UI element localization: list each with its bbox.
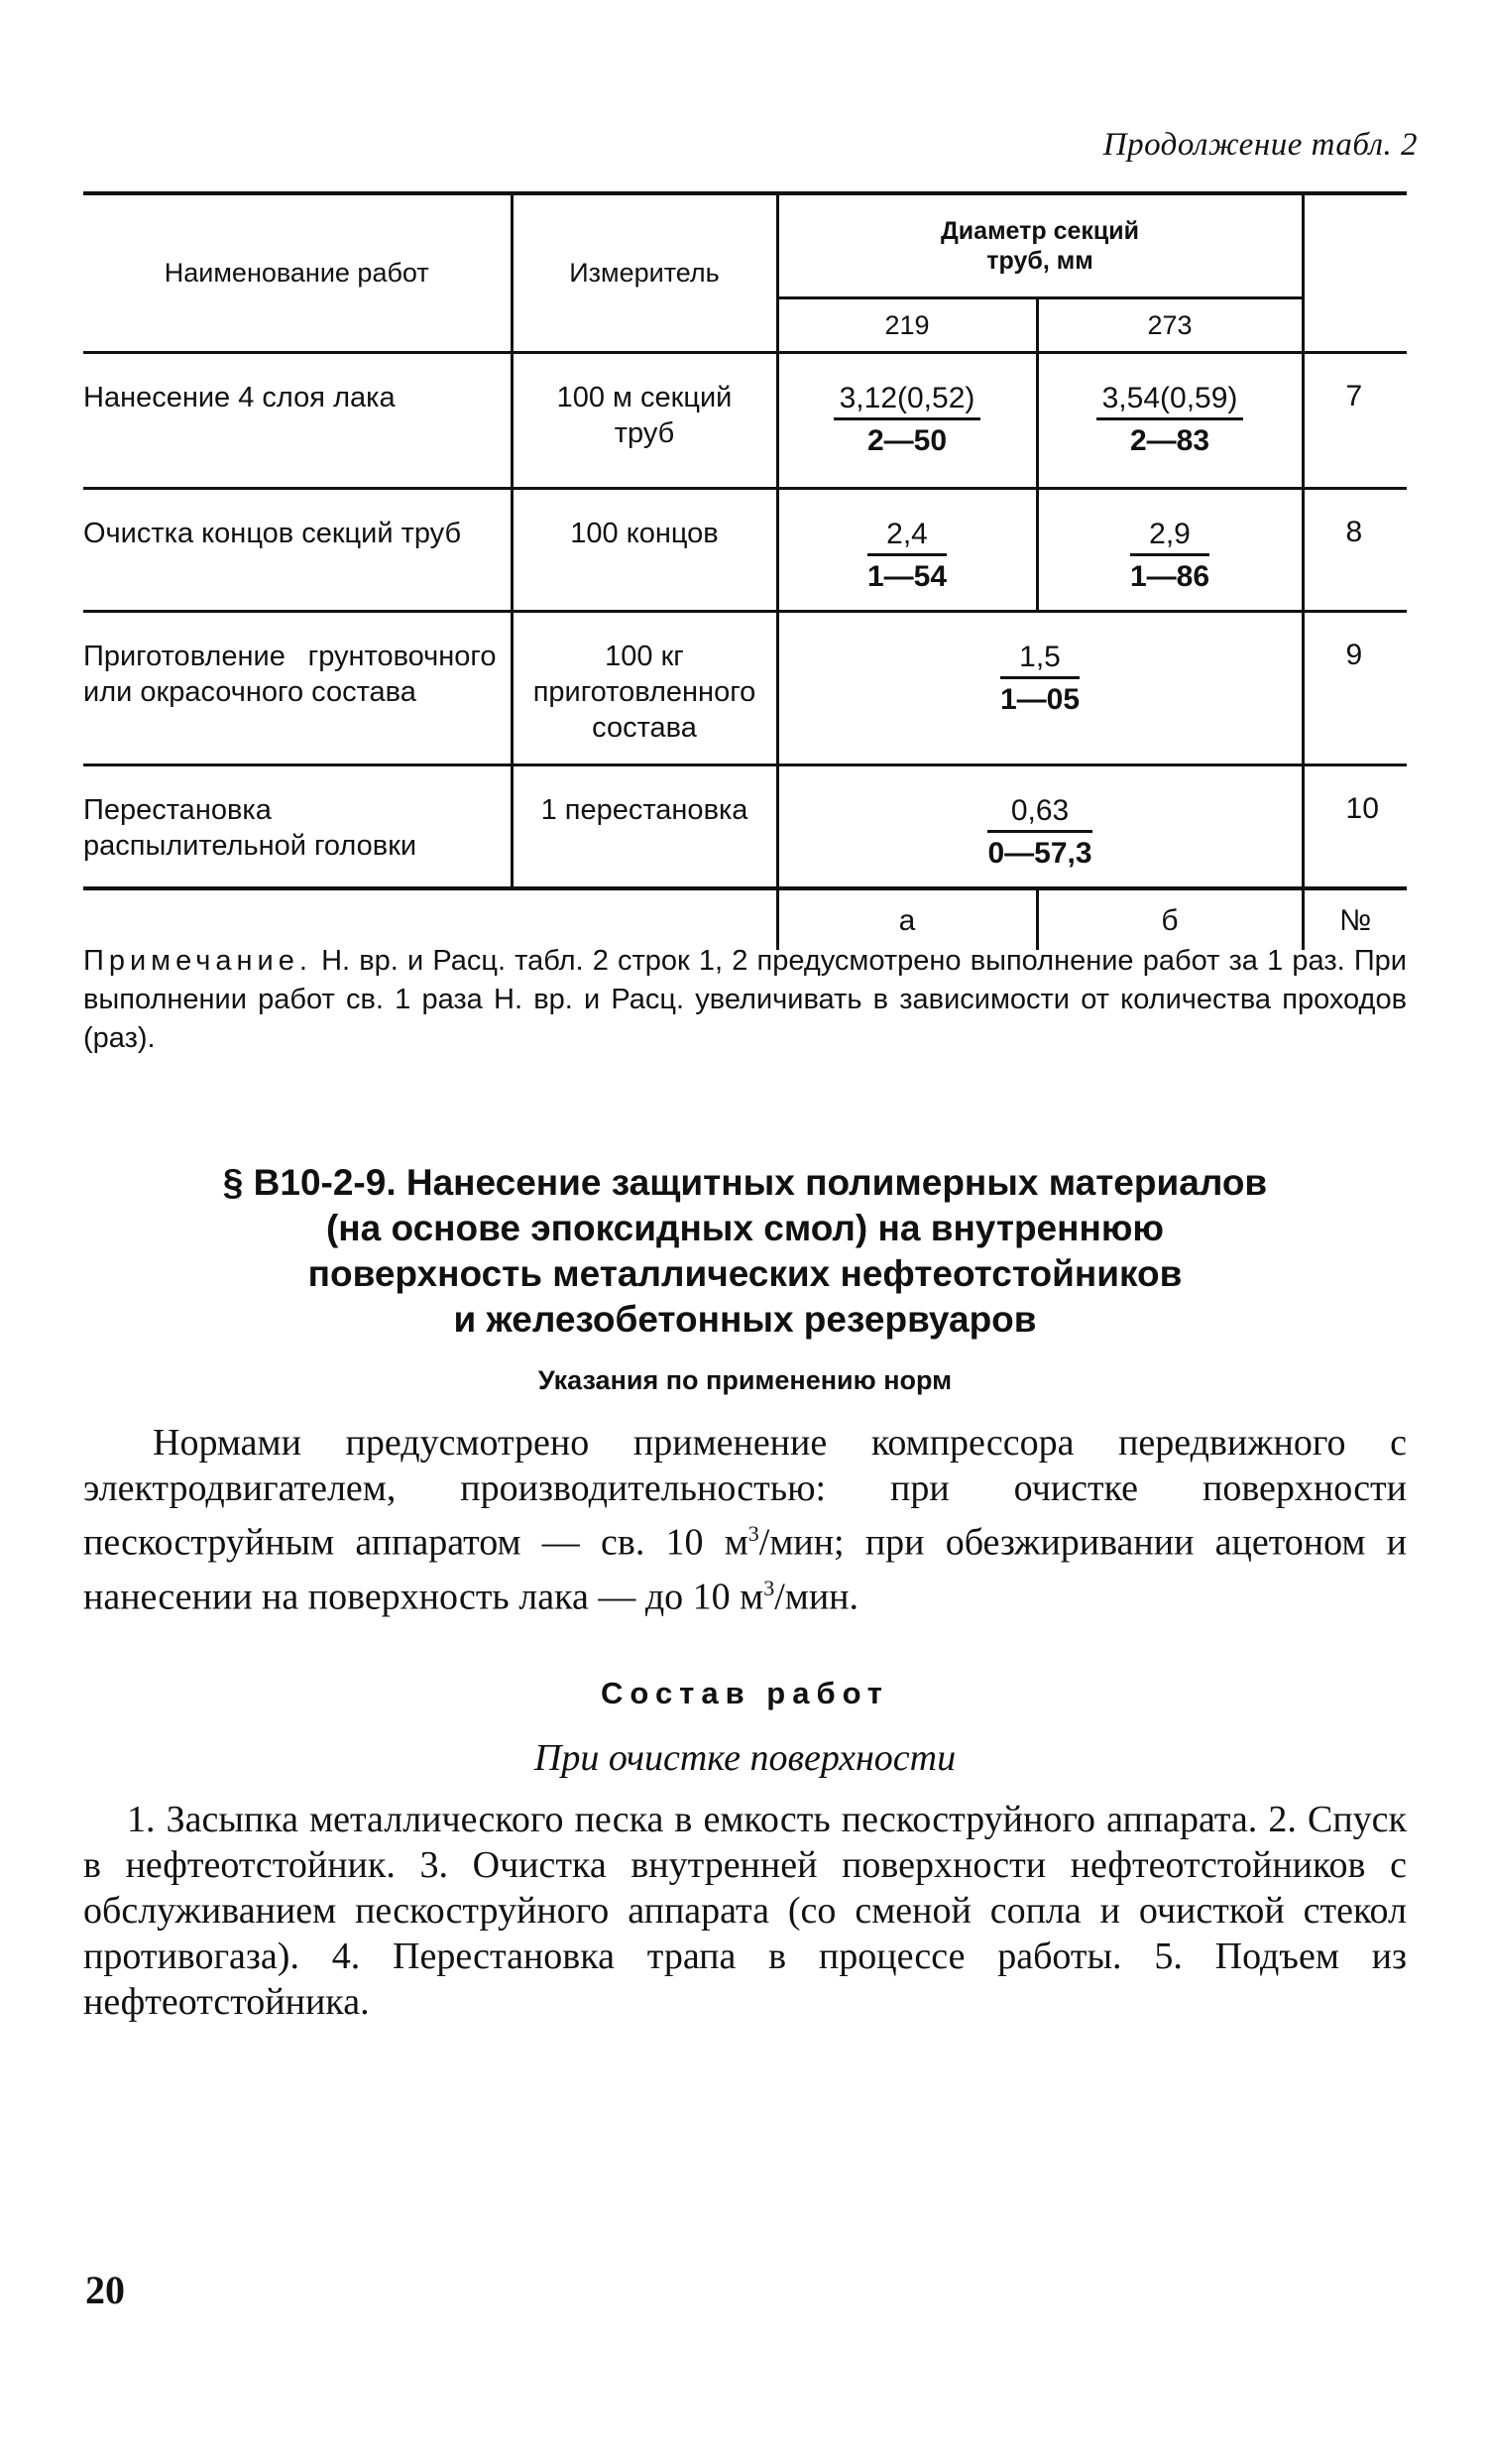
section-heading-line: поверхность металлических нефтеотстойников — [307, 1253, 1183, 1294]
header-d273: 273 — [1037, 298, 1303, 353]
value-rate: 1—86 — [1129, 560, 1210, 593]
section-heading-line: и железобетонных резервуаров — [453, 1299, 1037, 1340]
header-unit: Измеритель — [512, 193, 777, 353]
value-norm: 1,5 — [1000, 639, 1080, 679]
row-unit: 100 кг приготовленного состава — [512, 612, 777, 765]
footer-col-a: а — [777, 888, 1037, 950]
header-diameter: Диаметр секций труб, мм — [777, 193, 1303, 298]
note-label: Примечание. — [83, 945, 312, 977]
table-note — [83, 942, 1407, 1058]
row-number: 9 — [1303, 612, 1407, 765]
row-work: Приготовление грунтовочного или окрасочного состава — [83, 612, 512, 765]
table-row — [83, 765, 1407, 889]
row-work: Нанесение 4 слоя лака — [83, 353, 512, 489]
value-norm: 0,63 — [987, 792, 1091, 833]
value-rate: 2—50 — [866, 424, 948, 457]
header-work: Наименование работ — [83, 193, 512, 353]
header-d219: 219 — [777, 298, 1037, 353]
row-unit: 100 концов — [512, 489, 777, 612]
footer-col-b: б — [1037, 888, 1303, 950]
footer-col-no: № — [1339, 904, 1372, 937]
row-number: 8 — [1303, 489, 1407, 612]
table-continuation-label: Продолжение табл. 2 — [1102, 127, 1418, 163]
row-number: 7 — [1303, 353, 1407, 489]
section-heading-line: (на основе эпоксидных смол) на внутреннюю — [325, 1208, 1165, 1248]
row-unit: 1 перестановка — [512, 765, 777, 889]
row-value-merged — [777, 612, 1303, 765]
row-value-a — [777, 489, 1037, 612]
value-norm: 3,54(0,59) — [1096, 380, 1244, 420]
section-heading — [83, 1160, 1407, 1343]
table-row — [83, 353, 1407, 489]
subheading: Указания по применению норм — [537, 1365, 953, 1395]
value-norm: 3,12(0,52) — [834, 380, 981, 420]
row-value-b — [1037, 353, 1303, 489]
table-row — [83, 612, 1407, 765]
norms-paragraph: Нормами предусмотрено применение компрессора передвижного с электродвигателем, производительностью: при очистке поверхности пескоструйным аппаратом — св. 10 $м^3$/мин; при обезжиривании ацетоном и нанесении на поверхность лака — до 10 $м^3$/мин. — [83, 1422, 1408, 1618]
surface-cleaning-heading: При очистке поверхности — [533, 1737, 957, 1779]
composition-heading: Состав работ — [601, 1676, 889, 1710]
row-value-a — [777, 353, 1037, 489]
row-work: Очистка концов секций труб — [83, 489, 512, 612]
row-work: Перестановка распылительной головки — [83, 765, 512, 889]
section-heading-line: § В10-2-9. Нанесение защитных полимерных материалов — [222, 1162, 1268, 1203]
value-rate: 1—05 — [999, 683, 1081, 716]
value-rate: 1—54 — [866, 560, 948, 593]
row-value-b — [1037, 489, 1303, 612]
value-rate: 0—57,3 — [987, 837, 1092, 870]
table-footer-row — [83, 888, 1407, 950]
value-rate: 2—83 — [1129, 424, 1210, 457]
note-text: Н. вр. и Расц. табл. 2 строк 1, 2 предусмотрено выполнение работ за 1 раз. При выполнении работ св. 1 раза Н. вр. и Расц. увеличивать в зависимости от количества проходов (раз). — [83, 945, 1407, 1054]
page-number: 20 — [85, 2268, 125, 2312]
row-value-merged — [777, 765, 1303, 889]
header-number-col — [1303, 193, 1407, 353]
value-norm: 2,9 — [1130, 516, 1209, 556]
row-number: 10 — [1303, 765, 1407, 889]
row-unit: 100 м секций труб — [512, 353, 777, 489]
rates-table — [83, 191, 1407, 950]
table-row — [83, 489, 1407, 612]
value-norm: 2,4 — [867, 516, 947, 556]
composition-paragraph: 1. Засыпка металлического песка в емкость пескоструйного аппарата. 2. Спуск в нефтеотстойник. 3. Очистка внутренней поверхности нефтеотстойников с обслуживанием пескоструйного аппарата (со сменой сопла и очисткой стекол противогаза). 4. Перестановка трапа в процессе работы. 5. Подъем из нефтеотстойника. — [83, 1799, 1407, 2023]
